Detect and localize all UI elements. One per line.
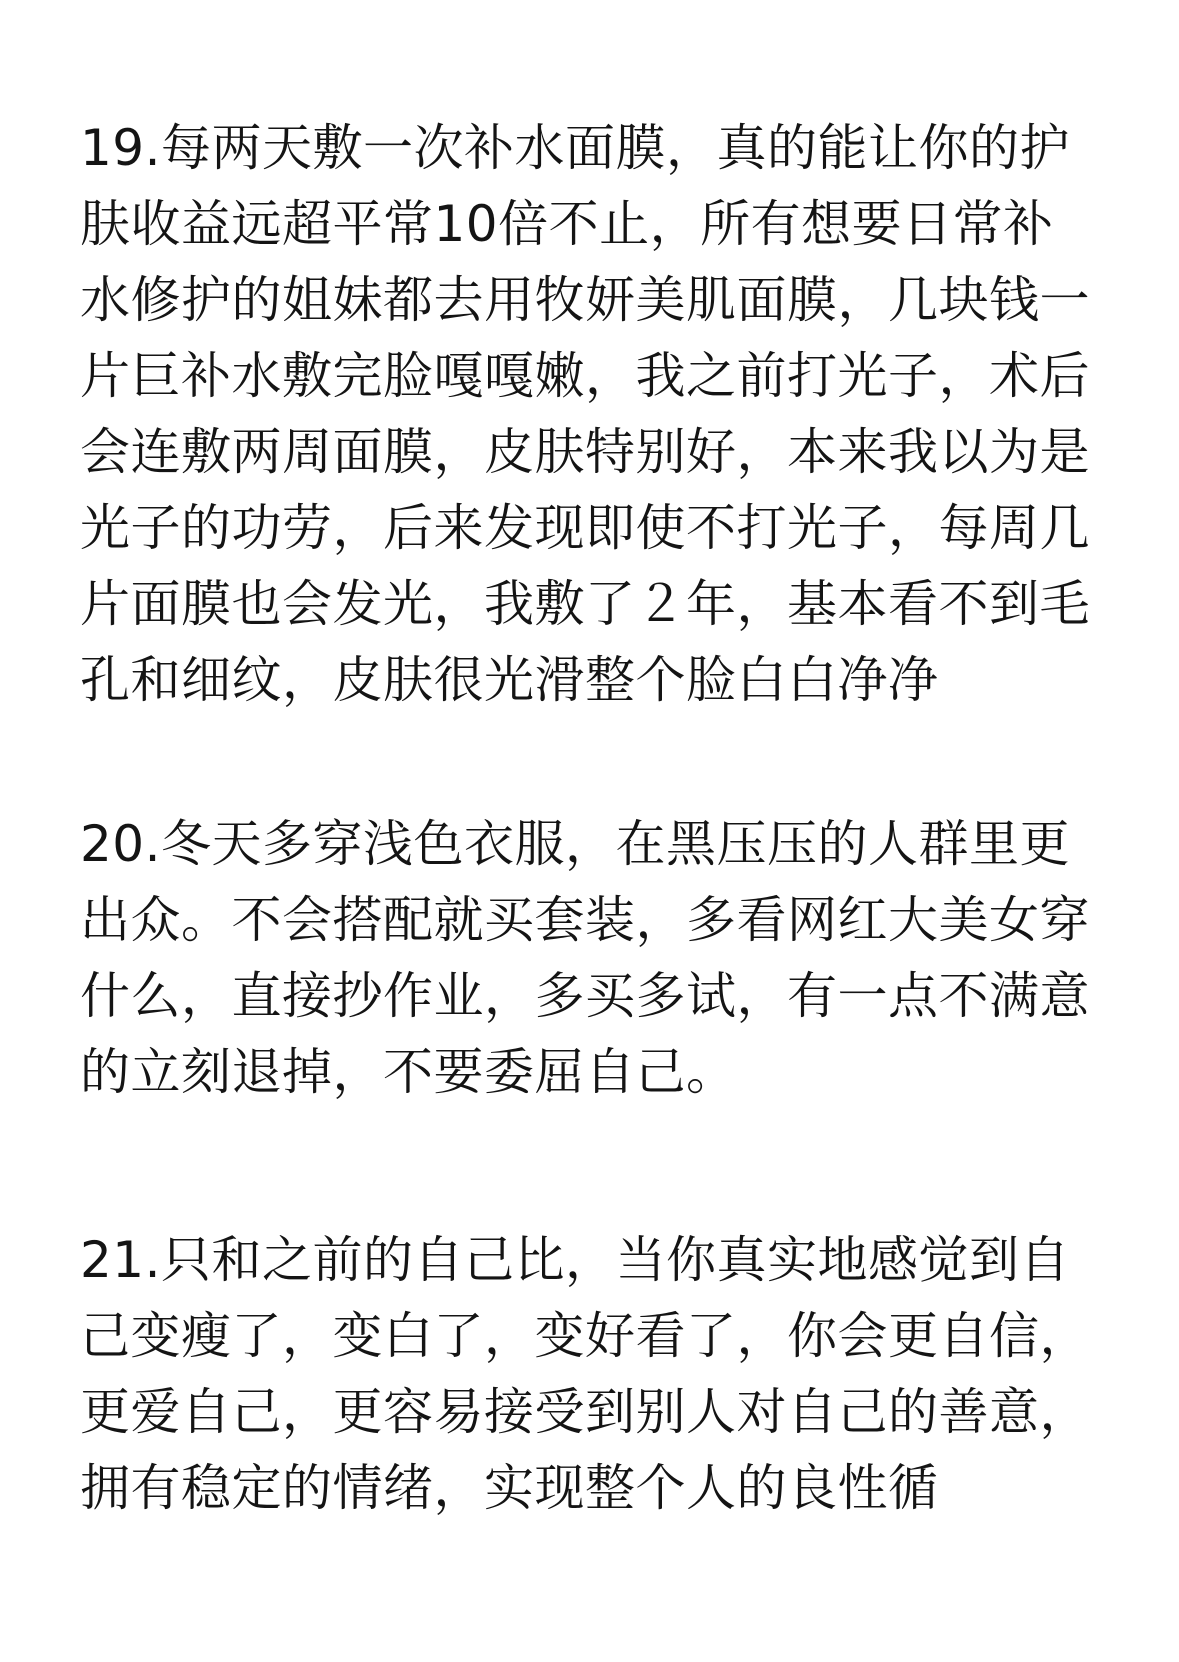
text-line: 会连敷两周面膜，皮肤特别好，本来我以为是: [80, 423, 1090, 481]
text-line: 出众。不会搭配就买套装，多看网红大美女穿: [80, 891, 1090, 949]
text-line: 水修护的姐妹都去用牧妍美肌面膜，几块钱一: [80, 271, 1090, 329]
text-line: 片面膜也会发光，我敷了２年，基本看不到毛: [80, 575, 1090, 633]
text-line: 己变瘦了，变白了，变好看了，你会更自信，: [80, 1307, 1090, 1365]
tip-20-paragraph: [80, 806, 1100, 1110]
text-line: 21.只和之前的自己比，当你真实地感觉到自: [80, 1231, 1071, 1289]
text-line: 肤收益远超平常10倍不止，所有想要日常补: [80, 195, 1054, 253]
text-line: 什么，直接抄作业，多买多试，有一点不满意: [80, 967, 1090, 1025]
text-line: 孔和细纹，皮肤很光滑整个脸白白净净: [80, 651, 939, 709]
text-line: 拥有稳定的情绪，实现整个人的良性循: [80, 1459, 939, 1517]
tip-19-paragraph: [80, 110, 1100, 718]
tip-21-paragraph: [80, 1222, 1100, 1526]
text-line: 20.冬天多穿浅色衣服，在黑压压的人群里更: [80, 815, 1071, 873]
text-line: 光子的功劳，后来发现即使不打光子，每周几: [80, 499, 1090, 557]
text-line: 更爱自己，更容易接受到别人对自己的善意，: [80, 1383, 1090, 1441]
text-line: 的立刻退掉，不要委屈自己。: [80, 1043, 737, 1101]
text-line: 片巨补水敷完脸嘎嘎嫩，我之前打光子，术后: [80, 347, 1090, 405]
text-line: 19.每两天敷一次补水面膜，真的能让你的护: [80, 119, 1071, 177]
